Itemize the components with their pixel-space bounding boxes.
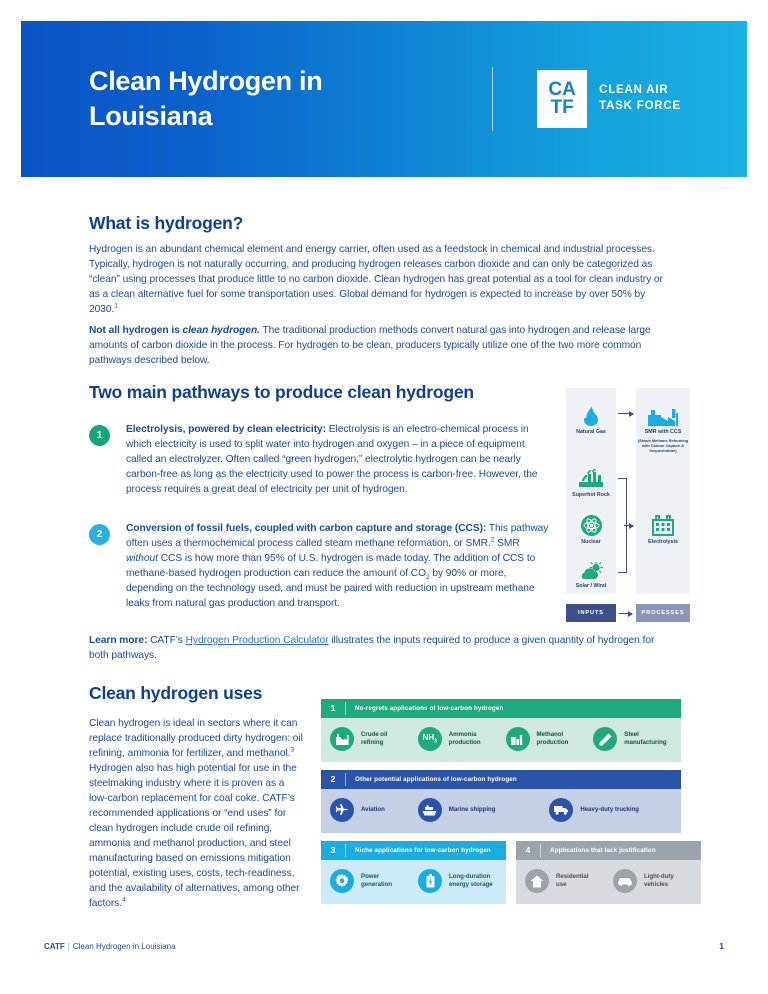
diagram-input-label: Nuclear xyxy=(581,539,601,545)
learn-more-pre: CATF’s xyxy=(147,635,186,646)
footer-left xyxy=(44,942,176,951)
pathway-2-body-c: CCS is how more than 95% of U.S. hydrogen is made today. The addition of CCS to methane-based hydrogen production can reduce the amount of CO xyxy=(126,552,536,579)
pathway-2-body-b: SMR xyxy=(494,537,520,549)
diagram-arrow-to-electrolysis xyxy=(624,525,633,526)
use-item-power-generation xyxy=(330,869,418,893)
flame-icon xyxy=(566,402,616,426)
diagram-input-label: Solar / Wind xyxy=(575,583,607,589)
pathway-2-bold-lead: Conversion of fossil fuels, coupled with carbon capture and storage (CCS): xyxy=(126,523,487,534)
footnote-ref-2: 2 xyxy=(490,536,495,544)
diagram-input-natural-gas xyxy=(566,402,616,436)
paragraph-2-bold-lead: Not all hydrogen is xyxy=(89,325,183,336)
battery-icon xyxy=(418,869,442,893)
pathway-1-bold-lead: Electrolysis, powered by clean electricity: xyxy=(126,424,326,435)
use-item-aviation xyxy=(330,798,418,822)
use-item-residential-use xyxy=(525,869,613,893)
use-item-label xyxy=(361,806,385,814)
ship-icon xyxy=(418,798,442,822)
use-label-line1: Heavy-duty trucking xyxy=(580,805,639,813)
diagram-process-label: SMR with CCS xyxy=(644,429,682,435)
paragraph-2-rest: The traditional production methods convert natural gas into hydrogen and release large amounts of carbon dioxide in the process. For hydrogen to be clean, producers typically utilize one of the two more common pathways described below. xyxy=(89,325,651,366)
diagram-process-smr-with-ccs xyxy=(636,402,690,453)
use-item-label xyxy=(449,806,496,814)
uses-block-2 xyxy=(321,770,681,833)
footer-page-number: 1 xyxy=(719,941,724,951)
uses-block-2-body xyxy=(321,789,681,833)
uses-block-1-header xyxy=(321,699,681,718)
methanol-plant-icon xyxy=(506,727,530,751)
uses-block-4-header xyxy=(516,841,701,860)
uses-block-4 xyxy=(516,841,701,904)
use-label-line2: production xyxy=(448,739,481,746)
footnote-ref-1: 1 xyxy=(114,302,118,310)
house-icon xyxy=(525,869,549,893)
diagram-inputs-footer: INPUTS xyxy=(566,604,616,622)
diagram-arrow-inputs-to-processes xyxy=(619,613,632,614)
use-label-line2: use xyxy=(556,881,567,888)
uses-block-1-heading: No-regrets applications of low-carbon hydrogen xyxy=(355,705,504,712)
use-label-line2: vehicles xyxy=(644,881,669,888)
use-item-label xyxy=(449,873,493,889)
refinery-icon xyxy=(330,727,354,751)
use-item-light-duty-vehicles xyxy=(613,869,701,893)
use-label-line2: manufacturing xyxy=(624,739,667,746)
uses-block-3-header xyxy=(321,841,506,860)
pathways-diagram xyxy=(566,388,690,622)
use-label-line1: Steel xyxy=(624,730,639,738)
clean-hydrogen-uses-paragraph xyxy=(89,717,304,912)
footer-separator: | xyxy=(67,941,70,951)
use-label-line2: refining xyxy=(361,739,384,746)
uses-block-1-index: 1 xyxy=(321,702,346,715)
diagram-input-superhot-rock xyxy=(566,465,616,499)
diagram-processes-footer: PROCESSES xyxy=(636,604,690,622)
use-label-line2: energy storage xyxy=(449,881,493,888)
diagram-input-solar-wind xyxy=(566,556,616,590)
hydrogen-production-calculator-link[interactable]: Hydrogen Production Calculator xyxy=(185,635,329,646)
pathway-item-2 xyxy=(89,522,549,612)
catf-logo-text-line2: TASK FORCE xyxy=(599,100,681,112)
uses-block-2-header xyxy=(321,770,681,789)
diagram-input-nuclear xyxy=(566,512,616,546)
pathway-1-body: Electrolysis is an electro-chemical process in which electricity is used to split water into hydrogen and oxygen – in a piece of equipment called an electrolyzer. Often called “green hydrogen,” electrolytic hydrogen can be nearly carbon-free as long as the electricity used to power the process is carbon-free. However, the process requires a great deal of electricity per unit of hydrogen. xyxy=(126,424,538,495)
heading-clean-hydrogen-uses: Clean hydrogen uses xyxy=(89,683,263,703)
use-item-label xyxy=(644,873,674,889)
banner-divider xyxy=(492,67,493,131)
pathway-1-number-badge: 1 xyxy=(89,425,110,446)
pathway-1-text xyxy=(126,423,549,498)
car-icon xyxy=(613,869,637,893)
uses-block-1 xyxy=(321,699,681,762)
use-item-label xyxy=(361,731,387,747)
atom-icon xyxy=(566,512,616,536)
use-item-ammonia-production xyxy=(418,727,506,751)
uses-blocks-row-3-4 xyxy=(321,841,681,904)
uses-block-2-index: 2 xyxy=(321,773,346,786)
catf-logo-text-line1: CLEAN AIR xyxy=(599,84,669,97)
pathway-2-body-a: This pathway often uses a thermochemical process called steam methane reformation, or SMR. xyxy=(126,523,549,549)
use-item-steel-manufacturing xyxy=(593,727,681,751)
banner-logo-area xyxy=(492,67,747,131)
use-label-line1: Crude oil xyxy=(361,730,388,738)
diagram-input-label: Natural Gas xyxy=(576,429,606,435)
use-item-crude-oil-refining xyxy=(330,727,418,751)
paragraph-2-italic-lead: clean hydrogen. xyxy=(182,325,260,336)
catf-logo-mark xyxy=(537,70,587,128)
uses-block-4-heading: Applications that lack justification xyxy=(550,847,656,854)
catf-logo-line1: CA xyxy=(548,78,576,100)
uses-block-4-index: 4 xyxy=(516,844,541,857)
pathway-2-body-d: by 90% or more, depending on the technology used, and must be paired with reduction in upstream methane leaks from natural gas production and transport. xyxy=(126,567,535,609)
uses-paragraph-part-2: Hydrogen also has high potential for use in the steelmaking industry where it is proven as a low-carbon replacement for coal coke. CATF’s recommended applications or “end uses” for clean hydrogen include crude oil refining, ammonia and methanol production, and steel manufacturing based on emissions mitigation potential, existing uses, costs, tech-readiness, and the availability of alternatives, among other factors. xyxy=(89,762,300,909)
learn-more-label: Learn more: xyxy=(89,635,148,646)
footer-document-title: Clean Hydrogen in Louisiana xyxy=(72,941,176,951)
use-item-methanol-production xyxy=(506,727,594,751)
clean-hydrogen-uses-panel xyxy=(321,699,681,904)
truck-icon xyxy=(549,798,573,822)
diagram-input-label: Superhot Rock xyxy=(572,492,610,498)
uses-block-3-heading: Niche applications for low-carbon hydrogen xyxy=(355,847,491,854)
use-item-marine-shipping xyxy=(418,798,550,822)
footer-brand: CATF xyxy=(44,941,65,951)
learn-more-post: illustrates the inputs required to produce a given quantity of hydrogen for both pathways. xyxy=(89,635,655,661)
co2-subscript: 2 xyxy=(425,573,430,581)
nh3-icon: $NH_3$ xyxy=(418,727,442,751)
paragraph-text: Hydrogen is an abundant chemical element and energy carrier, often used as a feedstock in chemical and industrial processes. Typically, hydrogen is not naturally occurring, and producing hydrogen releases carbon dioxide and can only be categorized as “clean” using processes that produce little to no carbon dioxide. Clean hydrogen has great potential as a tool for clean industry or as a clean alternative fuel for some transportation uses. Global demand for hydrogen is expected to increase by over 50% by 2030. xyxy=(89,244,663,315)
uses-block-2-heading: Other potential applications of low-carbon hydrogen xyxy=(355,776,517,783)
power-gear-icon xyxy=(330,869,354,893)
footnote-ref-4: 4 xyxy=(122,896,126,904)
use-label-line1: Light-duty xyxy=(644,872,674,880)
use-label-line1: Aviation xyxy=(361,805,385,813)
heading-two-main-pathways: Two main pathways to produce clean hydrogen xyxy=(89,382,474,402)
use-label-line2: generation xyxy=(361,881,393,888)
uses-block-3-index: 3 xyxy=(321,844,346,857)
steel-beam-icon xyxy=(593,727,617,751)
use-label-line1: Power xyxy=(361,872,380,880)
use-label-line1: Marine shipping xyxy=(448,805,496,813)
uses-paragraph-part-1: Clean hydrogen is ideal in sectors where it can replace traditionally produced dirty hydrogen: oil refining, ammonia for fertilizer, and methanol. xyxy=(89,718,303,759)
use-label-line1: Methanol xyxy=(536,730,564,738)
use-label-line1: Long-duration xyxy=(449,872,491,880)
pathway-2-text xyxy=(126,522,549,612)
diagram-process-label: Electrolysis xyxy=(648,539,678,545)
pathway-2-italic: without xyxy=(126,552,158,564)
uses-block-3 xyxy=(321,841,506,904)
uses-block-3-body xyxy=(321,860,506,904)
uses-block-1-body xyxy=(321,718,681,762)
use-item-label xyxy=(449,731,481,747)
use-item-heavy-duty-trucking xyxy=(549,798,681,822)
use-label-line2: production xyxy=(536,739,569,746)
factory-icon xyxy=(636,402,690,426)
electrolyzer-icon xyxy=(636,512,690,536)
footnote-ref-3: 3 xyxy=(290,746,295,754)
geothermal-icon xyxy=(566,465,616,489)
use-item-label xyxy=(537,731,569,747)
catf-logo-line2: TF xyxy=(550,97,574,118)
page-title: Clean Hydrogen in Louisiana xyxy=(89,65,323,131)
sun-cloud-icon xyxy=(566,556,616,580)
what-is-hydrogen-paragraph-2 xyxy=(89,324,675,369)
use-item-label xyxy=(624,731,666,747)
airplane-icon xyxy=(330,798,354,822)
diagram-arrow-gas-to-smr xyxy=(618,413,633,414)
uses-block-4-body xyxy=(516,860,701,904)
page-footer xyxy=(44,941,724,951)
use-label-line1: Residential xyxy=(556,872,589,880)
use-label-line1: Ammonia xyxy=(448,730,477,738)
use-item-long-duration-energy-storage xyxy=(418,869,506,893)
catf-logo-text xyxy=(599,83,681,114)
header-banner xyxy=(21,21,747,177)
diagram-process-sublabel: (Steam Methane Reforming with Carbon Capture & Sequestration) xyxy=(637,437,689,453)
what-is-hydrogen-paragraph-1 xyxy=(89,243,675,318)
learn-more-paragraph xyxy=(89,634,675,664)
pathway-2-number-badge: 2 xyxy=(89,524,110,545)
use-item-label xyxy=(556,873,589,889)
catf-logo xyxy=(537,70,681,128)
heading-what-is-hydrogen: What is hydrogen? xyxy=(89,213,244,233)
pathway-item-1 xyxy=(89,423,549,498)
use-item-label xyxy=(361,873,392,889)
use-item-label xyxy=(580,806,639,814)
diagram-process-electrolysis xyxy=(636,512,690,546)
